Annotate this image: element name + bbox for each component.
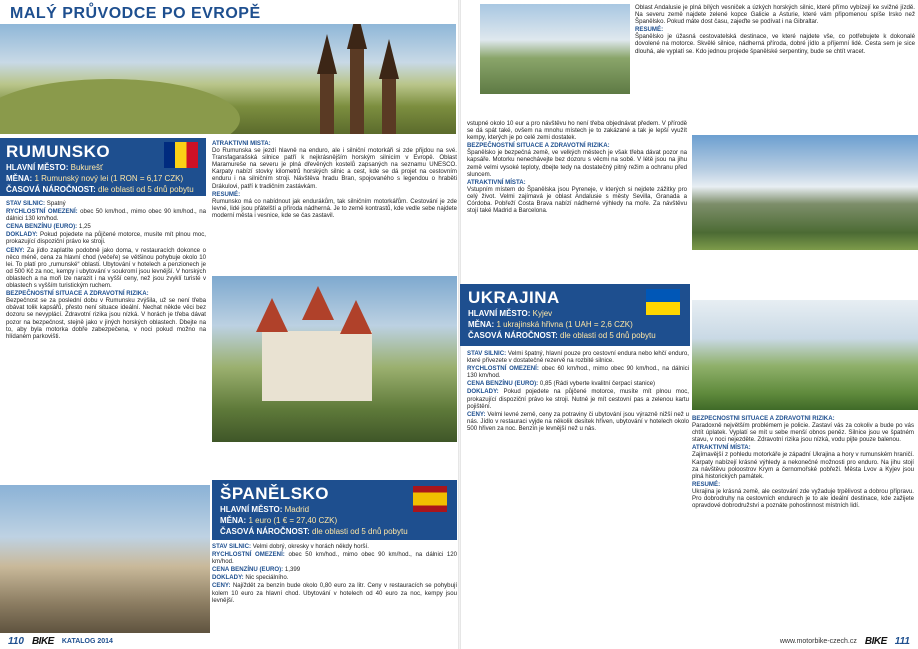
section-heading: BEZPEČNOSTNÍ SITUACE A ZDRAVOTNÍ RIZIKA: bbox=[467, 142, 610, 150]
paragraph-text: obec 50 km/hod., mimo obec 90 km/hod., na dálnici 130 km/hod. bbox=[6, 208, 206, 223]
field-label: RYCHLOSTNÍ OMEZENÍ: bbox=[212, 551, 289, 559]
paragraph bbox=[692, 481, 914, 509]
ukraine-title: UKRAJINA bbox=[468, 288, 560, 307]
field-label: RYCHLOSTNÍ OMEZENÍ: bbox=[6, 208, 81, 216]
romania-currency: MĚNA: 1 Rumunský nový lei (1 RON = 6,17 CZK) bbox=[6, 174, 184, 183]
ukraine-flag-icon bbox=[646, 289, 680, 315]
spain-title: ŠPANĚLSKO bbox=[220, 484, 330, 503]
paragraph-text: Do Rumunska se jezdí hlavně na enduro, ale i silniční motorkáři si zde přijdou na své. Transfagarašská silnice patří k nejkrásnějším horským silnicím v Evropě. Oblast Maramureše na severu je plná dřevěných kostelů zapsaných na seznamu UNESCO. Karpaty nabízí stovky kilometrů horských silnic a cest, kde se dá projet na cestovním enduru i na silničním stroji. Návštěva hradu Bran, spojovaného s legendou o hraběti Drákulovi, patří k tradičním zastávkám. bbox=[212, 147, 457, 190]
ukraine-column-2 bbox=[692, 415, 914, 633]
spain-column-continued-2 bbox=[635, 4, 915, 132]
paragraph-text: Velmi špatný, hlavní pouze pro cestovní endura nebo lehčí enduro, které přivezete v dostatečné rezervě na rozbité silnice. bbox=[467, 350, 689, 365]
paragraph-text: Zajímavější z pohledu motorkáře je západní Ukrajina a hory v rumunském hraničí. Karpaty nabízejí krásné výhledy a nekonečné možnosti pro enduro. Na jihu stojí za návštěvu poloostrov Krym a černomořské pobřeží. Města Lvov a Kyjev jsou plná historických památek. bbox=[692, 451, 914, 480]
paragraph-text: Špatný bbox=[46, 200, 66, 207]
spain-header bbox=[212, 480, 457, 540]
paragraph bbox=[212, 543, 457, 550]
ukraine-timezone: ČASOVÁ NÁROČNOST: dle oblasti od 5 dnů pobytu bbox=[468, 331, 656, 340]
paragraph-text: vstupné okolo 10 eur a pro návštěvu ho není třeba objednávat předem. V přírodě se dá spát také, ovšem na mnohu místech je to zakázané a tak je lepší využít kempy, kterých je po celé zemi dostatek. bbox=[467, 120, 687, 142]
bike-logo-right: BIKE bbox=[864, 635, 887, 647]
paragraph bbox=[692, 415, 914, 443]
paragraph-text: 1,399 bbox=[284, 566, 301, 574]
section-heading: ATRAKTIVNÍ MÍSTA: bbox=[692, 444, 751, 452]
field-label: DOKLADY: bbox=[212, 574, 246, 582]
paragraph-text: Rumunsko má co nabídnout jak endurákům, tak silničním motorkářům. Cestování je zde levné, lidé jsou přátelští a příroda nádherná. Je to země kontrastů, kde vedle sebe najdete moderní města i vesnice, kde se čas zastavil. bbox=[212, 197, 457, 219]
ukraine-capital: HLAVNÍ MĚSTO: Kyjev bbox=[468, 309, 553, 318]
paragraph bbox=[212, 574, 457, 581]
footer-left bbox=[8, 634, 113, 648]
photo-ukraine-landscape bbox=[692, 300, 918, 410]
paragraph bbox=[692, 444, 914, 479]
paragraph-text: 0,85 (Rádi vyberte kvalitní čerpací stanice) bbox=[539, 380, 656, 388]
paragraph-text: Najíždět za benzín bude okolo 0,80 euro za litr. Ceny v restauracích se pohybují kolem 10 euro za hlavní chod. Ubytování v hotelech od 40 euro za noc, kempy jsou levnější. bbox=[212, 582, 457, 604]
paragraph-text: obec 60 km/hod., mimo obec 90 km/hod., na dálnici 130 km/hod. bbox=[467, 365, 689, 380]
spain-column-1 bbox=[212, 543, 457, 633]
section-heading: RESUMÉ: bbox=[635, 26, 664, 34]
photo-gibraltar-coast bbox=[0, 485, 210, 633]
paragraph bbox=[467, 411, 689, 432]
spain-capital: HLAVNÍ MĚSTO: Madrid bbox=[220, 505, 310, 514]
field-label: CENY: bbox=[212, 582, 233, 590]
photo-mountain-road bbox=[480, 4, 630, 94]
paragraph bbox=[6, 247, 206, 290]
section-heading: RESUMÉ: bbox=[212, 190, 241, 198]
paragraph-text: Pokud pojedete na půjčené motorce, musíte mít plnou moc, prokazující dispoziční právo ke stroji. bbox=[6, 231, 206, 246]
photo-pyrenees bbox=[692, 135, 918, 250]
field-label: STAV SILNIC: bbox=[467, 350, 508, 357]
paragraph bbox=[212, 551, 457, 565]
section-heading: BEZPEČNOSTNÍ SITUACE A ZDRAVOTNÍ RIZIKA: bbox=[692, 415, 835, 422]
photo-wooden-church bbox=[0, 24, 456, 134]
paragraph-text: Nic speciálního. bbox=[245, 574, 289, 582]
paragraph-text: 1,25 bbox=[78, 223, 91, 231]
paragraph-text: Za jídlo zaplatíte podobně jako doma, v restauracích dokonce o něco méně, cena za hlavní chod (večeře) se většinou pohybuje okolo 10 lei. To platí pro „rumunské“ oblasti. Ubytování v hotelech a penzionech je od 500 Kč za noc, kempy i ubytování v soukromí jsou levnější. V horských oblastech a na moři lze narazit i na vyšší ceny, než jsou zvyklí turisté v oblastech s vyšším turistickým ruchem. bbox=[6, 246, 206, 290]
paragraph-text: Španělsko je bezpečná země, ve velkých městech je však třeba dávat pozor na kapsáře. Motorku nenechávejte bez dozoru s věcmi na sobě. V létě jsou na jihu země velmi vysoké teploty, dbejte tedy na dostatečný pitný režim a ochranu před sluncem. bbox=[467, 149, 687, 178]
paragraph-text: Velmi levné země, ceny za potraviny či ubytování jsou výrazně nižší než u nás. Jídlo v restauraci vyjde na několik desítek hřiven, ubytování v hotelech okolo 500 hřiven za noc. Benzín je levnější než u nás. bbox=[467, 410, 689, 432]
paragraph bbox=[467, 388, 689, 409]
paragraph bbox=[467, 350, 689, 364]
paragraph bbox=[6, 231, 206, 245]
paragraph bbox=[6, 223, 206, 230]
ukraine-currency: MĚNA: 1 ukrajinská hřivna (1 UAH = 2,6 CZK) bbox=[468, 320, 633, 329]
field-label: STAV SILNIC: bbox=[212, 543, 253, 550]
paragraph-text: obec 50 km/hod., mimo obec 90 km/hod., na dálnici 120 km/hod. bbox=[212, 551, 457, 566]
page-title: MALÝ PRŮVODCE PO EVROPĚ bbox=[10, 5, 261, 22]
romania-header bbox=[0, 138, 206, 196]
photo-bran-castle bbox=[212, 276, 457, 442]
paragraph-text: Oblast Andalusie je plná bílých vesniček a úzkých horských silnic, které přímo vybízejí ke svižné jízdě. Na severu země najdete zelené kopce Galicie a Asturie, které vám připomenou spíše Irsko než Španělsko. Pokud máte dost času, zajeďte se podívat i na Gibraltar. bbox=[635, 4, 915, 26]
catalog-label: KATALOG 2014 bbox=[61, 637, 113, 645]
field-label: CENA BENZÍNU (EURO): bbox=[6, 223, 79, 231]
paragraph-text: Španělsko je úžasná cestovatelská destinace, ve které najdete vše, co potřebujete k dokonalé dovolené na motorce. Skvělé silnice, nádherná příroda, dobré jídlo a příjemní lidé. Cesta sem je sice dlouhá, ale vyplatí se. Kdo jednou projede španělské serpentiny, bude se chtít vracet. bbox=[635, 33, 915, 55]
field-label: DOKLADY: bbox=[6, 231, 41, 239]
page-number-left: 110 bbox=[8, 635, 24, 647]
paragraph bbox=[467, 365, 689, 379]
field-label: STAV SILNIC: bbox=[6, 200, 47, 207]
spain-column-continued-1 bbox=[467, 120, 687, 280]
romania-flag-icon bbox=[164, 142, 198, 168]
paragraph-text: Paradoxně největším problémem je policie. Zastaví vás za cokoliv a bude po vás chtít úplatek. Vyplatí se mít u sebe menší obnos peněz. Silnice jsou ve špatném stavu, v noci nejezděte. Zdravotní rizika jsou nízká, vodu pijte pouze balenou. bbox=[692, 422, 914, 444]
ukraine-column-1 bbox=[467, 350, 689, 630]
paragraph bbox=[6, 208, 206, 222]
paragraph bbox=[212, 582, 457, 603]
ukraine-header bbox=[460, 284, 690, 346]
romania-capital: HLAVNÍ MĚSTO: Bukurešť bbox=[6, 163, 103, 172]
paragraph bbox=[6, 290, 206, 340]
paragraph-text: Vstupním místem do Španělska jsou Pyreneje, v kterých si nejdete zážitky pro celý život. Velmi zajímavá je oblast Andalusie s městy Sevilla, Granada a Córdoba. Pobřeží Costa Brava nabízí nádherné výhledy na moře. Za návštěvu stojí také Madrid a Barcelona. bbox=[467, 185, 687, 215]
spain-timezone: ČASOVÁ NÁROČNOST: dle oblasti od 5 dnů pobytu bbox=[220, 527, 408, 536]
spain-flag-icon bbox=[413, 486, 447, 512]
paragraph-text: Velmi dobrý, okresky v horách někdy horší. bbox=[252, 543, 369, 550]
field-label: DOKLADY: bbox=[467, 388, 504, 396]
section-heading: ATRAKTIVNÍ MÍSTA: bbox=[212, 140, 271, 147]
romania-timezone: ČASOVÁ NÁROČNOST: dle oblasti od 5 dnů pobytu bbox=[6, 185, 194, 194]
footer-right bbox=[780, 634, 910, 648]
section-heading: ATRAKTIVNÍ MÍSTA: bbox=[467, 178, 526, 186]
website-link[interactable]: www.motorbike-czech.cz bbox=[779, 637, 857, 645]
field-label: CENA BENZÍNU (EURO): bbox=[467, 380, 540, 388]
paragraph bbox=[467, 380, 689, 387]
romania-column-1 bbox=[6, 200, 206, 480]
paragraph-text: Ukrajina je krásná země, ale cestování zde vyžaduje trpělivost a dobrou přípravu. Pro dobrodruhy na cestovních endurech je to ale ideální destinace, kde zažijete opravdové dobrodružství a poznáte pohostinnost místních lidí. bbox=[692, 487, 914, 510]
field-label: CENY: bbox=[6, 246, 28, 254]
field-label: CENY: bbox=[467, 410, 488, 418]
paragraph bbox=[635, 26, 915, 54]
spain-currency: MĚNA: 1 euro (1 € = 27,40 CZK) bbox=[220, 516, 338, 525]
bike-logo: BIKE bbox=[31, 635, 54, 647]
paragraph bbox=[212, 566, 457, 573]
paragraph bbox=[467, 142, 687, 177]
page-number-right: 111 bbox=[894, 635, 910, 647]
section-heading: BEZPEČNOSTNÍ SITUACE A ZDRAVOTNÍ RIZIKA: bbox=[6, 290, 149, 298]
section-heading: RESUMÉ: bbox=[692, 480, 721, 488]
field-label: CENA BENZÍNU (EURO): bbox=[212, 566, 285, 574]
paragraph bbox=[212, 191, 457, 219]
paragraph bbox=[467, 179, 687, 214]
paragraph bbox=[212, 140, 457, 190]
paragraph bbox=[6, 200, 206, 207]
field-label: RYCHLOSTNÍ OMEZENÍ: bbox=[467, 365, 542, 373]
romania-column-2 bbox=[212, 140, 457, 274]
paragraph bbox=[635, 4, 915, 25]
paragraph-text: Bezpečnost se za poslední dobu v Rumunsku zvýšila, už se není třeba obávat tolik kapsářů, přesto není situace ideální. Nechat někde věci bez dozoru se nevyplácí. Zdravotní rizika jsou nízká. V horách je třeba dávat pozor na bezpečnost, stejně jako v jiných horských oblastech. Dbejte na to, aby byla motorka dobře zabezpečena, v noci pokud možno na hlídaném parkovišti. bbox=[6, 297, 206, 340]
romania-title: RUMUNSKO bbox=[6, 142, 111, 161]
paragraph-text: Pokud pojedete na půjčené motorce, musíte mít plnou moc, prokazující dispoziční právo ke stroji. Nutné je mít cestovní pas a zelenou kartu pojištění. bbox=[467, 388, 689, 410]
